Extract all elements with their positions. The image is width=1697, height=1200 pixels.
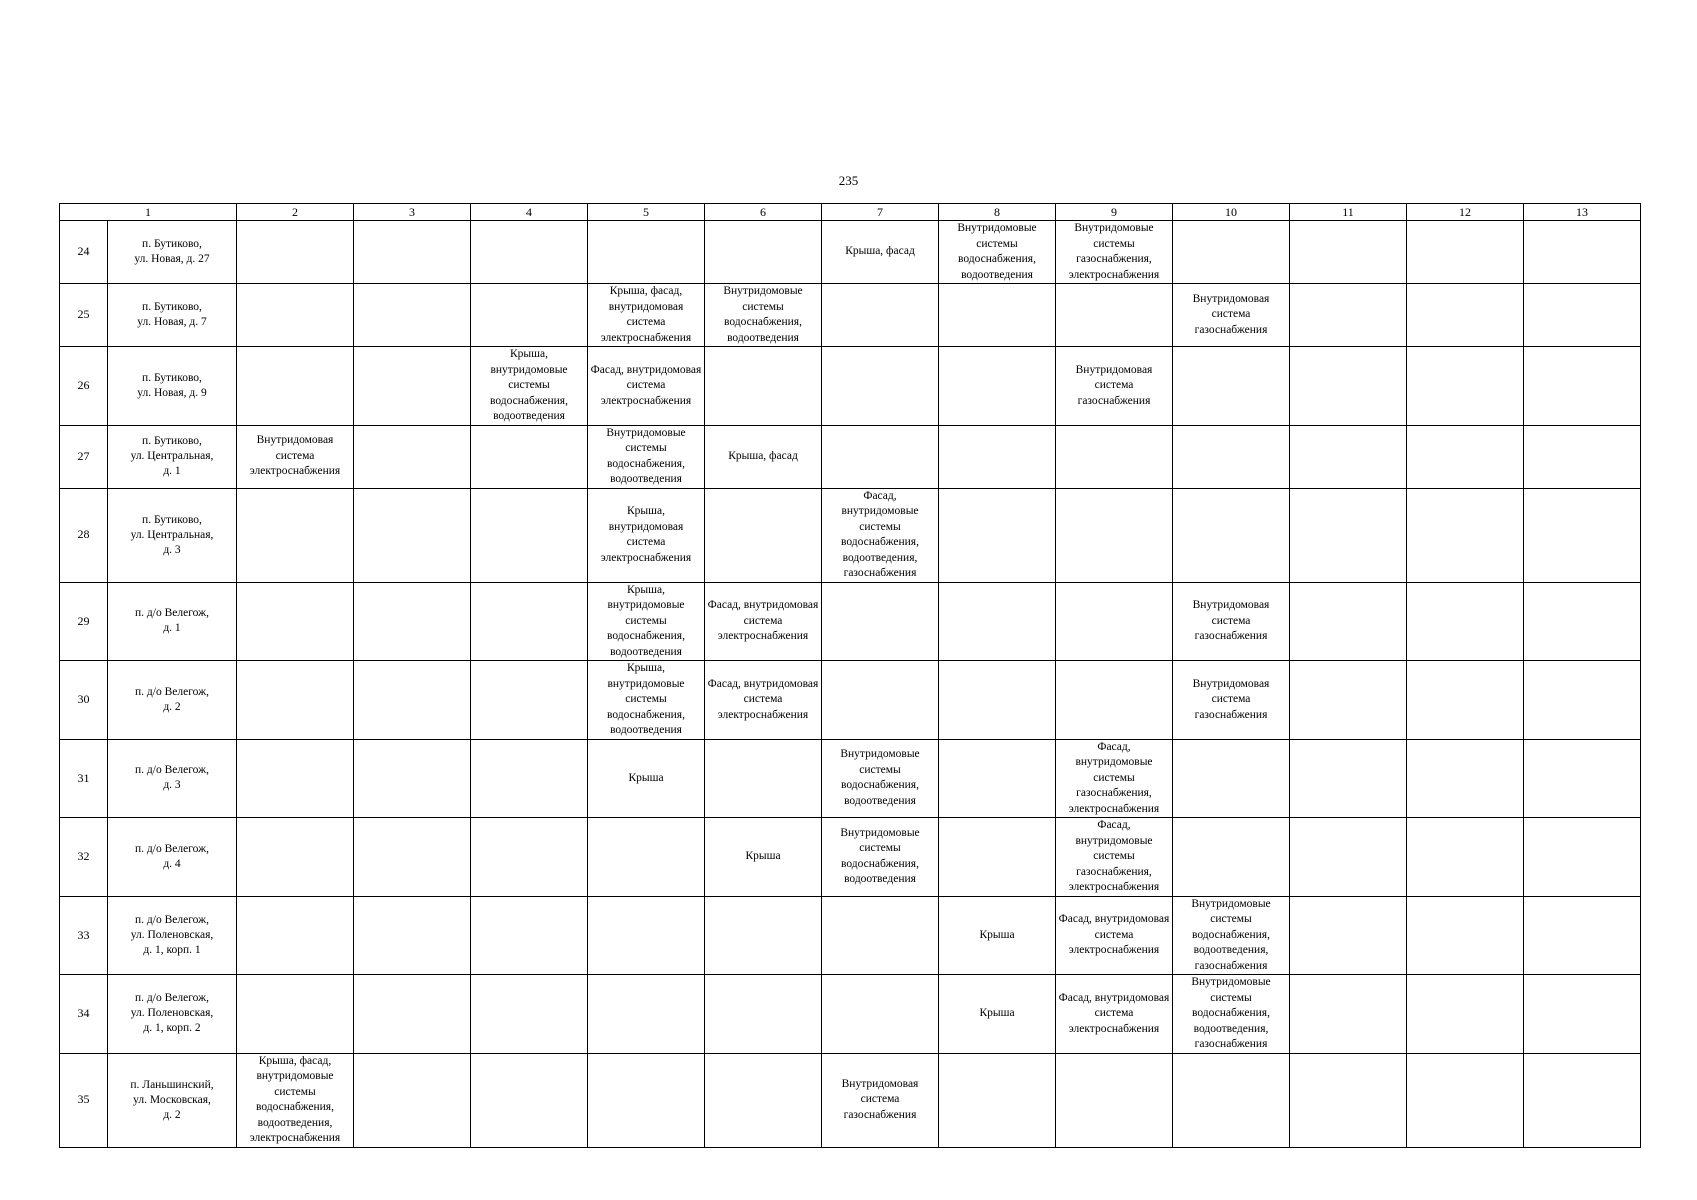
address-line: ул. Новая, д. 9 <box>137 386 207 399</box>
address-line: п. д/о Велегож, <box>135 992 209 1005</box>
work-cell-col-10 <box>1173 1053 1290 1147</box>
work-cell-col-10 <box>1173 221 1290 284</box>
work-cell-col-11 <box>1290 896 1407 975</box>
address-line: п. д/о Велегож, <box>135 764 209 777</box>
column-header-7: 7 <box>822 204 939 221</box>
work-cell-col-2 <box>237 284 354 347</box>
work-cell-col-2 <box>237 582 354 661</box>
work-cell-col-13 <box>1524 347 1641 426</box>
header-row <box>60 204 1641 221</box>
work-cell-col-7 <box>822 582 939 661</box>
work-cell-col-13 <box>1524 818 1641 897</box>
work-cell-col-11 <box>1290 582 1407 661</box>
work-cell-col-7 <box>822 661 939 740</box>
work-cell-col-13 <box>1524 1053 1641 1147</box>
work-cell-col-12 <box>1407 818 1524 897</box>
work-cell-col-11 <box>1290 975 1407 1054</box>
work-cell-col-2 <box>237 488 354 582</box>
work-cell-col-11 <box>1290 425 1407 488</box>
work-cell-col-8 <box>939 488 1056 582</box>
address-line: ул. Новая, д. 7 <box>137 316 207 328</box>
work-cell-col-5: Крыша <box>588 739 705 818</box>
row-number: 27 <box>60 425 108 488</box>
address-line: п. Бутиково, <box>142 435 202 447</box>
row-number: 26 <box>60 347 108 426</box>
work-cell-col-8 <box>939 347 1056 426</box>
work-cell-col-9 <box>1056 488 1173 582</box>
work-cell-col-5 <box>588 818 705 897</box>
work-cell-col-10: Внутридомовая система газоснабжения <box>1173 661 1290 740</box>
row-number: 33 <box>60 896 108 975</box>
work-cell-col-8: Внутридомовые системы водоснабжения, водоотведения <box>939 221 1056 284</box>
table-row <box>60 284 1641 347</box>
work-cell-col-12 <box>1407 661 1524 740</box>
work-cell-col-9: Фасад, внутридомовая система электроснабжения <box>1056 975 1173 1054</box>
column-header-3: 3 <box>354 204 471 221</box>
work-cell-col-13 <box>1524 975 1641 1054</box>
work-cell-col-11 <box>1290 488 1407 582</box>
work-cell-col-2: Крыша, фасад, внутридомовые системы водоснабжения, водоотведения, электроснабжения <box>237 1053 354 1147</box>
work-cell-col-7: Внутридомовые системы водоснабжения, водоотведения <box>822 818 939 897</box>
address-line: ул. Центральная, <box>130 450 214 462</box>
work-cell-col-10: Внутридомовая система газоснабжения <box>1173 582 1290 661</box>
page-number: 235 <box>838 173 859 188</box>
address-line: д. 1 <box>163 465 181 477</box>
address-cell <box>108 661 237 740</box>
work-cell-col-11 <box>1290 347 1407 426</box>
address-line: п. Бутиково, <box>142 371 202 384</box>
work-cell-col-8: Крыша <box>939 896 1056 975</box>
work-cell-col-10: Внутридомовые системы водоснабжения, водоотведения, газоснабжения <box>1173 896 1290 975</box>
work-cell-col-5: Фасад, внутридомовая система электроснабжения <box>588 347 705 426</box>
table-row <box>60 488 1641 582</box>
work-cell-col-13 <box>1524 661 1641 740</box>
address-line: п. Бутиково, <box>142 301 202 313</box>
work-cell-col-3 <box>354 1053 471 1147</box>
address-line: д. 1, корп. 2 <box>143 1022 201 1035</box>
address-line: д. 2 <box>163 700 181 713</box>
row-number: 29 <box>60 582 108 661</box>
work-cell-col-2 <box>237 221 354 284</box>
work-cell-col-11 <box>1290 1053 1407 1147</box>
work-cell-col-12 <box>1407 221 1524 284</box>
column-header-12: 12 <box>1407 204 1524 221</box>
work-cell-col-8 <box>939 582 1056 661</box>
work-cell-col-8 <box>939 284 1056 347</box>
work-cell-col-3 <box>354 284 471 347</box>
table-body <box>60 221 1641 1148</box>
work-cell-col-6 <box>705 1053 822 1147</box>
work-cell-col-9 <box>1056 284 1173 347</box>
work-cell-col-4 <box>471 739 588 818</box>
work-cell-col-13 <box>1524 284 1641 347</box>
address-line: ул. Новая, д. 27 <box>134 253 210 265</box>
work-cell-col-2 <box>237 347 354 426</box>
work-cell-col-11 <box>1290 221 1407 284</box>
row-number: 31 <box>60 739 108 818</box>
work-cell-col-12 <box>1407 739 1524 818</box>
column-header-2: 2 <box>237 204 354 221</box>
work-cell-col-8 <box>939 425 1056 488</box>
address-cell <box>108 896 237 975</box>
work-cell-col-7 <box>822 425 939 488</box>
table-row <box>60 221 1641 284</box>
work-cell-col-2 <box>237 975 354 1054</box>
address-cell <box>108 1053 237 1147</box>
work-cell-col-6 <box>705 739 822 818</box>
work-cell-col-3 <box>354 425 471 488</box>
column-header-13: 13 <box>1524 204 1641 221</box>
address-line: д. 3 <box>163 543 181 556</box>
work-cell-col-12 <box>1407 896 1524 975</box>
work-cell-col-12 <box>1407 284 1524 347</box>
work-cell-col-10 <box>1173 425 1290 488</box>
address-cell <box>108 284 237 347</box>
work-cell-col-7: Внутридомовая система газоснабжения <box>822 1053 939 1147</box>
address-cell <box>108 488 237 582</box>
work-cell-col-8 <box>939 818 1056 897</box>
work-cell-col-3 <box>354 488 471 582</box>
work-cell-col-6: Фасад, внутридомовая система электроснабжения <box>705 661 822 740</box>
work-cell-col-4 <box>471 425 588 488</box>
work-cell-col-4 <box>471 896 588 975</box>
address-line: д. 4 <box>163 857 181 870</box>
work-cell-col-4 <box>471 818 588 897</box>
work-cell-col-4: Крыша, внутридомовые системы водоснабжения, водоотведения <box>471 347 588 426</box>
column-header-10: 10 <box>1173 204 1290 221</box>
work-cell-col-7 <box>822 975 939 1054</box>
work-cell-col-4 <box>471 661 588 740</box>
work-cell-col-2 <box>237 661 354 740</box>
work-cell-col-6: Внутридомовые системы водоснабжения, водоотведения <box>705 284 822 347</box>
work-cell-col-3 <box>354 661 471 740</box>
work-cell-col-2: Внутридомовая система электроснабжения <box>237 425 354 488</box>
work-cell-col-9 <box>1056 582 1173 661</box>
work-cell-col-4 <box>471 488 588 582</box>
work-cell-col-5 <box>588 221 705 284</box>
column-header-9: 9 <box>1056 204 1173 221</box>
column-header-1: 1 <box>60 204 237 221</box>
work-cell-col-10 <box>1173 488 1290 582</box>
row-number: 25 <box>60 284 108 347</box>
work-cell-col-6 <box>705 975 822 1054</box>
work-cell-col-3 <box>354 818 471 897</box>
table-row <box>60 896 1641 975</box>
work-cell-col-6: Крыша, фасад <box>705 425 822 488</box>
work-cell-col-11 <box>1290 661 1407 740</box>
work-cell-col-5 <box>588 975 705 1054</box>
work-cell-col-9: Внутридомовая система газоснабжения <box>1056 347 1173 426</box>
table-row <box>60 582 1641 661</box>
work-cell-col-13 <box>1524 221 1641 284</box>
work-cell-col-9: Фасад, внутридомовые системы газоснабжения, электроснабжения <box>1056 739 1173 818</box>
work-cell-col-4 <box>471 1053 588 1147</box>
work-cell-col-13 <box>1524 582 1641 661</box>
work-cell-col-9 <box>1056 661 1173 740</box>
work-cell-col-8 <box>939 739 1056 818</box>
work-cell-col-5: Внутридомовые системы водоснабжения, водоотведения <box>588 425 705 488</box>
work-cell-col-9: Фасад, внутридомовая система электроснабжения <box>1056 896 1173 975</box>
work-cell-col-13 <box>1524 896 1641 975</box>
work-cell-col-4 <box>471 221 588 284</box>
work-cell-col-12 <box>1407 347 1524 426</box>
work-cell-col-6 <box>705 347 822 426</box>
work-cell-col-11 <box>1290 818 1407 897</box>
row-number: 24 <box>60 221 108 284</box>
table-row <box>60 661 1641 740</box>
work-cell-col-9 <box>1056 425 1173 488</box>
address-cell <box>108 221 237 284</box>
work-cell-col-9 <box>1056 1053 1173 1147</box>
work-cell-col-2 <box>237 896 354 975</box>
address-line: п. д/о Велегож, <box>135 685 209 698</box>
work-cell-col-12 <box>1407 975 1524 1054</box>
work-cell-col-10: Внутридомовая система газоснабжения <box>1173 284 1290 347</box>
work-cell-col-11 <box>1290 284 1407 347</box>
work-cell-col-7: Внутридомовые системы водоснабжения, водоотведения <box>822 739 939 818</box>
table-header <box>60 204 1641 221</box>
table-row <box>60 347 1641 426</box>
table-row <box>60 818 1641 897</box>
work-cell-col-9: Внутридомовые системы газоснабжения, электроснабжения <box>1056 221 1173 284</box>
address-line: ул. Поленовская, <box>130 928 214 941</box>
work-cell-col-3 <box>354 739 471 818</box>
work-cell-col-6: Фасад, внутридомовая система электроснабжения <box>705 582 822 661</box>
address-line: п. д/о Велегож, <box>135 913 209 926</box>
address-cell <box>108 739 237 818</box>
work-cell-col-8: Крыша <box>939 975 1056 1054</box>
work-cell-col-3 <box>354 347 471 426</box>
table-row <box>60 739 1641 818</box>
column-header-8: 8 <box>939 204 1056 221</box>
table-row <box>60 975 1641 1054</box>
address-cell <box>108 347 237 426</box>
work-cell-col-6 <box>705 488 822 582</box>
work-cell-col-5: Крыша, внутридомовая система электроснабжения <box>588 488 705 582</box>
work-cell-col-4 <box>471 975 588 1054</box>
column-header-4: 4 <box>471 204 588 221</box>
work-cell-col-12 <box>1407 1053 1524 1147</box>
address-line: д. 2 <box>163 1108 181 1121</box>
address-line: п. д/о Велегож, <box>135 607 209 620</box>
work-cell-col-6 <box>705 896 822 975</box>
address-line: п. д/о Велегож, <box>135 842 209 855</box>
address-line: ул. Центральная, <box>130 528 214 541</box>
repair-schedule-table <box>59 203 1641 1148</box>
work-cell-col-7 <box>822 896 939 975</box>
address-cell <box>108 975 237 1054</box>
address-line: д. 1 <box>163 622 181 635</box>
table-row <box>60 1053 1641 1147</box>
work-cell-col-3 <box>354 896 471 975</box>
address-cell <box>108 582 237 661</box>
work-cell-col-7 <box>822 347 939 426</box>
work-cell-col-4 <box>471 284 588 347</box>
work-cell-col-7: Фасад, внутридомовые системы водоснабжения, водоотведения, газоснабжения <box>822 488 939 582</box>
work-cell-col-5: Крыша, фасад, внутридомовая система электроснабжения <box>588 284 705 347</box>
work-cell-col-12 <box>1407 488 1524 582</box>
work-cell-col-8 <box>939 1053 1056 1147</box>
address-line: п. Ланьшинский, <box>130 1078 214 1091</box>
work-cell-col-13 <box>1524 488 1641 582</box>
row-number: 34 <box>60 975 108 1054</box>
work-cell-col-6: Крыша <box>705 818 822 897</box>
work-cell-col-2 <box>237 739 354 818</box>
work-cell-col-6 <box>705 221 822 284</box>
row-number: 35 <box>60 1053 108 1147</box>
work-cell-col-12 <box>1407 582 1524 661</box>
work-cell-col-10: Внутридомовые системы водоснабжения, водоотведения, газоснабжения <box>1173 975 1290 1054</box>
address-line: ул. Поленовская, <box>130 1007 214 1020</box>
column-header-6: 6 <box>705 204 822 221</box>
work-cell-col-3 <box>354 221 471 284</box>
address-line: д. 1, корп. 1 <box>143 943 201 956</box>
work-cell-col-13 <box>1524 739 1641 818</box>
address-cell <box>108 818 237 897</box>
work-cell-col-2 <box>237 818 354 897</box>
work-cell-col-5 <box>588 1053 705 1147</box>
work-cell-col-10 <box>1173 347 1290 426</box>
row-number: 28 <box>60 488 108 582</box>
work-cell-col-11 <box>1290 739 1407 818</box>
work-cell-col-5 <box>588 896 705 975</box>
work-cell-col-13 <box>1524 425 1641 488</box>
work-cell-col-5: Крыша, внутридомовые системы водоснабжения, водоотведения <box>588 582 705 661</box>
column-header-5: 5 <box>588 204 705 221</box>
row-number: 30 <box>60 661 108 740</box>
table-row <box>60 425 1641 488</box>
work-cell-col-3 <box>354 975 471 1054</box>
work-cell-col-4 <box>471 582 588 661</box>
address-line: д. 3 <box>163 779 181 792</box>
work-cell-col-12 <box>1407 425 1524 488</box>
address-cell <box>108 425 237 488</box>
work-cell-col-10 <box>1173 739 1290 818</box>
work-cell-col-7: Крыша, фасад <box>822 221 939 284</box>
work-cell-col-3 <box>354 582 471 661</box>
work-cell-col-5: Крыша, внутридомовые системы водоснабжения, водоотведения <box>588 661 705 740</box>
work-cell-col-7 <box>822 284 939 347</box>
address-line: п. Бутиково, <box>142 238 202 250</box>
work-cell-col-8 <box>939 661 1056 740</box>
column-header-11: 11 <box>1290 204 1407 221</box>
row-number: 32 <box>60 818 108 897</box>
work-cell-col-9: Фасад, внутридомовые системы газоснабжения, электроснабжения <box>1056 818 1173 897</box>
work-cell-col-10 <box>1173 818 1290 897</box>
address-line: п. Бутиково, <box>142 513 202 526</box>
address-line: ул. Московская, <box>133 1093 211 1106</box>
